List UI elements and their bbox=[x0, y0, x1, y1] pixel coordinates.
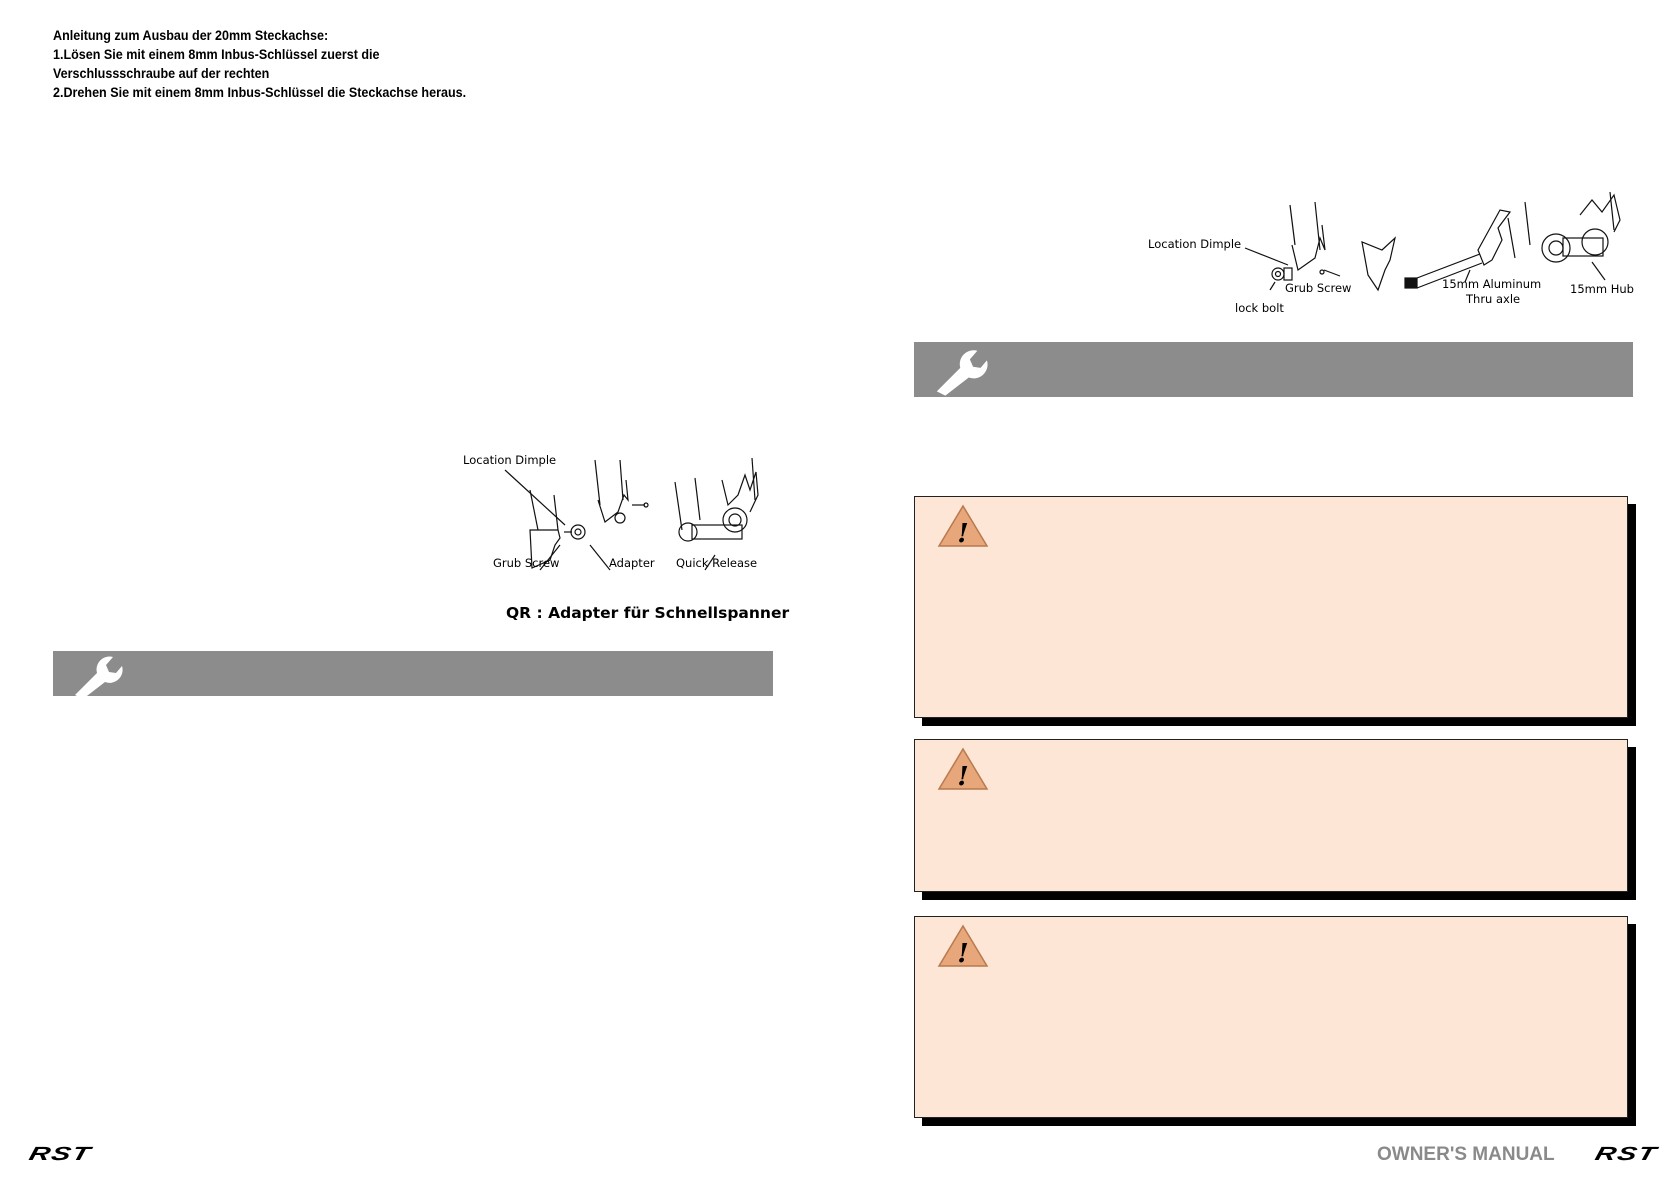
right-label-lock-bolt: lock bolt bbox=[1235, 301, 1284, 315]
right-label-axle-line1: 15mm Aluminum bbox=[1442, 277, 1542, 291]
owners-manual-label: OWNER'S MANUAL bbox=[1377, 1144, 1555, 1165]
thru-axle-drawing bbox=[1240, 190, 1640, 315]
removal-instructions bbox=[53, 26, 466, 102]
instructions-step2: 2.Drehen Sie mit einem 8mm Inbus-Schlüssel die Steckachse heraus. bbox=[53, 85, 467, 100]
instructions-step1-line2: Verschlussschraube auf der rechten bbox=[53, 66, 270, 81]
left-label-quick-release: Quick Release bbox=[676, 556, 758, 570]
warning-box-1 bbox=[914, 496, 1628, 718]
warning-triangle-icon bbox=[937, 504, 989, 548]
section-banner-right bbox=[914, 342, 1633, 397]
left-label-location-dimple: Location Dimple bbox=[463, 453, 557, 467]
right-label-grub-screw: Grub Screw bbox=[1285, 281, 1352, 295]
wrench-icon bbox=[924, 344, 988, 396]
right-label-hub: 15mm Hub bbox=[1570, 282, 1634, 296]
warning-box-2 bbox=[914, 739, 1628, 892]
left-label-grub-screw: Grub Screw bbox=[493, 556, 560, 570]
svg-text:!: ! bbox=[957, 939, 969, 968]
instructions-title: Anleitung zum Ausbau der 20mm Steckachse: bbox=[53, 28, 329, 43]
thru-axle-figure bbox=[1240, 190, 1640, 315]
rst-logo-left: RST bbox=[26, 1144, 94, 1165]
svg-text:!: ! bbox=[957, 519, 969, 548]
right-label-axle-line2: Thru axle bbox=[1466, 292, 1521, 306]
left-label-adapter: Adapter bbox=[609, 556, 655, 570]
warning-triangle-icon bbox=[937, 747, 989, 791]
wrench-icon bbox=[63, 653, 123, 697]
rst-logo-right: RST bbox=[1592, 1144, 1660, 1165]
instructions-step1-line1: 1.Lösen Sie mit einem 8mm Inbus-Schlüssel zuerst die bbox=[53, 47, 380, 62]
warning-box-3 bbox=[914, 916, 1628, 1118]
qr-caption: QR : Adapter für Schnellspanner bbox=[506, 604, 790, 622]
warning-triangle-icon bbox=[937, 924, 989, 968]
svg-text:!: ! bbox=[957, 762, 969, 791]
section-banner-left bbox=[53, 651, 773, 696]
right-label-location-dimple: Location Dimple bbox=[1148, 237, 1242, 251]
